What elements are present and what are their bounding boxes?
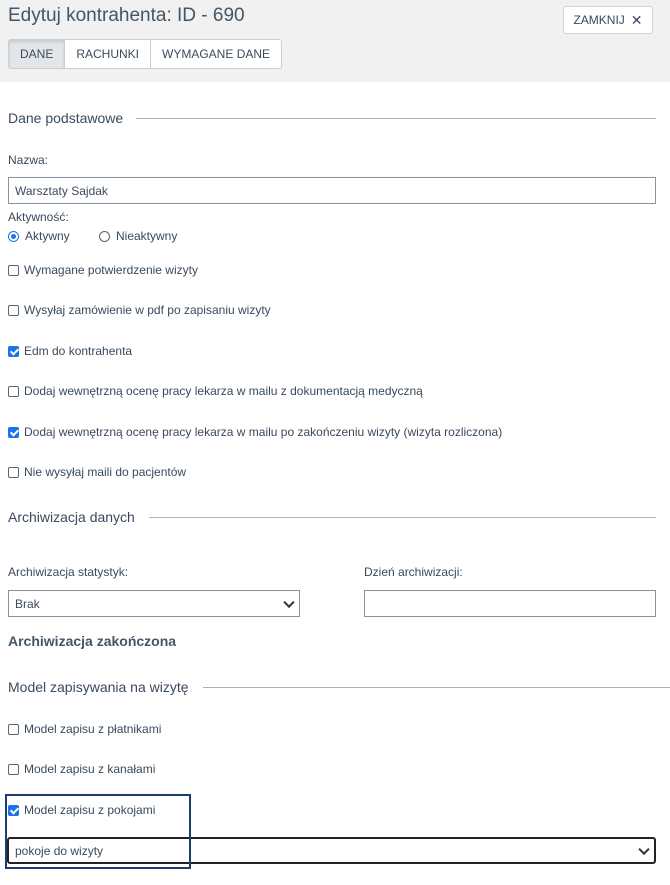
section-divider (203, 687, 670, 688)
checkbox-box[interactable] (8, 265, 19, 276)
checkbox-label: Edm do kontrahenta (24, 344, 133, 358)
checkbox-label: Model zapisu z kanałami (24, 762, 156, 776)
checkbox-label: Wysyłaj zamówienie w pdf po zapisaniu wizyty (24, 303, 271, 317)
checkbox-model-channels[interactable] (8, 762, 155, 776)
checkbox-label: Nie wysyłaj maili do pacjentów (24, 465, 187, 479)
checkbox-no-patient-mail[interactable] (8, 465, 186, 479)
tab-dane[interactable]: DANE (8, 39, 65, 69)
archive-stats-label: Archiwizacja statystyk: (8, 565, 129, 579)
checkbox-label: Dodaj wewnętrzną ocenę pracy lekarza w mailu z dokumentacją medyczną (24, 384, 423, 398)
tab-bar (8, 39, 282, 69)
close-button[interactable] (563, 6, 653, 34)
checkbox-label: Model zapisu z pokojami (24, 803, 156, 817)
archive-stats-value: Brak (15, 596, 40, 611)
checkbox-box[interactable] (8, 386, 19, 397)
radio-active[interactable] (8, 229, 70, 243)
tab-rachunki[interactable]: RACHUNKI (64, 39, 151, 69)
close-button-label: ZAMKNIJ (573, 13, 625, 27)
archive-day-input[interactable] (364, 590, 656, 617)
name-label: Nazwa: (8, 153, 49, 167)
radio-inactive[interactable] (99, 229, 177, 243)
radio-active-control[interactable] (8, 231, 19, 242)
section-divider (136, 118, 656, 119)
section-title-model: Model zapisywania na wizytę (8, 679, 189, 695)
checkbox-box[interactable] (8, 305, 19, 316)
chevron-down-icon (283, 596, 294, 607)
close-icon: ✕ (630, 11, 643, 28)
checkbox-box[interactable] (8, 346, 19, 357)
checkbox-label: Model zapisu z płatnikami (24, 722, 162, 736)
archive-done-text: Archiwizacja zakończona (8, 633, 177, 649)
checkbox-internal-rating-after-visit[interactable] (8, 425, 502, 439)
page-title: Edytuj kontrahenta: ID - 690 (8, 5, 245, 26)
rooms-select-value: pokoje do wizyty (15, 843, 104, 858)
radio-inactive-control[interactable] (99, 231, 110, 242)
checkbox-internal-rating-docs[interactable] (8, 384, 423, 398)
section-divider (149, 517, 656, 518)
section-title-archive: Archiwizacja danych (8, 509, 135, 525)
checkbox-label: Dodaj wewnętrzną ocenę pracy lekarza w mailu po zakończeniu wizyty (wizyta rozliczona) (24, 425, 503, 439)
archive-day-label: Dzień archiwizacji: (364, 565, 463, 579)
checkbox-send-pdf-order[interactable] (8, 303, 271, 317)
tab-wymagane-dane[interactable]: WYMAGANE DANE (150, 39, 282, 69)
checkbox-box[interactable] (8, 764, 19, 775)
checkbox-box[interactable] (8, 427, 19, 438)
checkbox-model-payers[interactable] (8, 722, 161, 736)
archive-stats-select[interactable] (8, 590, 300, 617)
checkbox-label: Wymagane potwierdzenie wizyty (24, 263, 198, 277)
name-input[interactable]: Warsztaty Sajdak (8, 177, 656, 204)
chevron-down-icon (638, 843, 649, 854)
checkbox-edm-contractor[interactable] (8, 344, 132, 358)
activity-label: Aktywność: (8, 210, 69, 224)
highlight-box (5, 794, 191, 869)
checkbox-required-confirmation[interactable] (8, 263, 198, 277)
checkbox-box[interactable] (8, 724, 19, 735)
radio-active-label: Aktywny (25, 229, 70, 243)
section-title-basic: Dane podstawowe (8, 110, 124, 126)
radio-inactive-label: Nieaktywny (116, 229, 178, 243)
checkbox-box[interactable] (8, 467, 19, 478)
header-bar (0, 0, 670, 82)
